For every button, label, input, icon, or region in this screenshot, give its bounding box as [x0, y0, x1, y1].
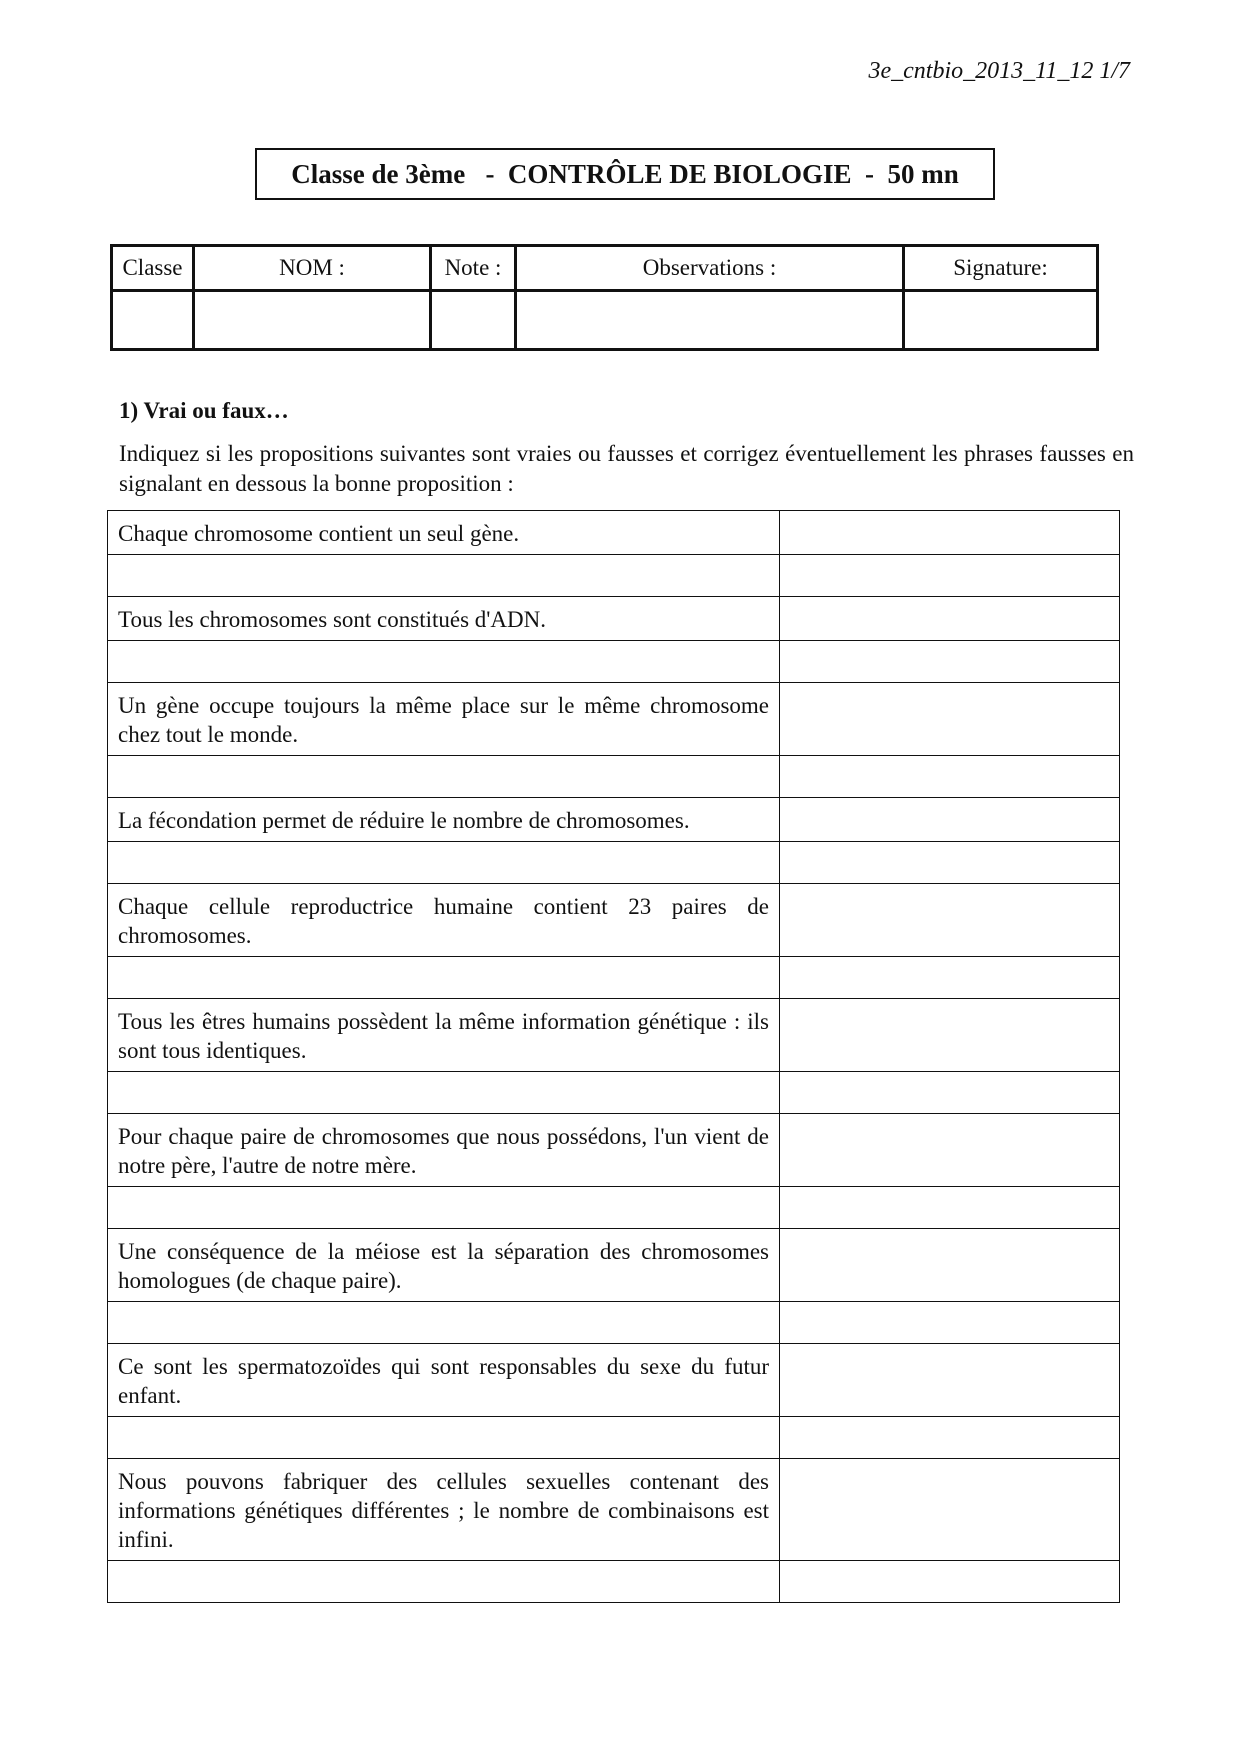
correction-row	[108, 1072, 1120, 1114]
header-signature: Signature:	[904, 246, 1098, 291]
correction-row	[108, 1302, 1120, 1344]
correction-answer-cell[interactable]	[780, 641, 1120, 683]
statement-text: La fécondation permet de réduire le nombre de chromosomes.	[108, 798, 780, 842]
correction-row	[108, 842, 1120, 884]
statement-text: Chaque chromosome contient un seul gène.	[108, 511, 780, 555]
correction-cell[interactable]	[108, 756, 780, 798]
correction-answer-cell[interactable]	[780, 1561, 1120, 1603]
correction-row	[108, 555, 1120, 597]
header-classe: Classe	[112, 246, 194, 291]
correction-answer-cell[interactable]	[780, 756, 1120, 798]
correction-cell[interactable]	[108, 1187, 780, 1229]
correction-row	[108, 1561, 1120, 1603]
correction-cell[interactable]	[108, 1302, 780, 1344]
statement-text: Une conséquence de la méiose est la séparation des chromosomes homologues (de chaque paire).	[108, 1229, 780, 1302]
correction-cell[interactable]	[108, 1561, 780, 1603]
page-reference: 3e_cntbio_2013_11_12 1/7	[868, 58, 1130, 84]
section-instructions: Indiquez si les propositions suivantes sont vraies ou fausses et corrigez éventuellement les phrases fausses en signalant en dessous la bonne proposition :	[119, 441, 1134, 496]
true-false-answer-cell[interactable]	[780, 1459, 1120, 1561]
true-false-answer-cell[interactable]	[780, 1344, 1120, 1417]
classe-field[interactable]	[112, 291, 194, 350]
page-title: Classe de 3ème - CONTRÔLE DE BIOLOGIE - 50 mn	[255, 148, 995, 200]
true-false-answer-cell[interactable]	[780, 683, 1120, 756]
statement-row	[108, 1229, 1120, 1302]
correction-answer-cell[interactable]	[780, 1302, 1120, 1344]
statement-text: Tous les êtres humains possèdent la même information génétique : ils sont tous identiques.	[108, 999, 780, 1072]
header-observations: Observations :	[516, 246, 904, 291]
signature-field[interactable]	[904, 291, 1098, 350]
correction-row	[108, 1417, 1120, 1459]
statement-row	[108, 597, 1120, 641]
observations-field[interactable]	[516, 291, 904, 350]
true-false-answer-cell[interactable]	[780, 1114, 1120, 1187]
correction-row	[108, 957, 1120, 999]
header-note: Note :	[431, 246, 516, 291]
statement-row	[108, 798, 1120, 842]
statement-row	[108, 999, 1120, 1072]
statement-row	[108, 1459, 1120, 1561]
student-info-table	[110, 244, 1099, 351]
true-false-answer-cell[interactable]	[780, 511, 1120, 555]
correction-answer-cell[interactable]	[780, 1417, 1120, 1459]
section-title: 1) Vrai ou faux…	[119, 398, 289, 423]
note-field[interactable]	[431, 291, 516, 350]
statement-row	[108, 1344, 1120, 1417]
correction-cell[interactable]	[108, 842, 780, 884]
true-false-answer-cell[interactable]	[780, 999, 1120, 1072]
correction-cell[interactable]	[108, 555, 780, 597]
correction-cell[interactable]	[108, 1072, 780, 1114]
statement-text: Pour chaque paire de chromosomes que nous possédons, l'un vient de notre père, l'autre de notre mère.	[108, 1114, 780, 1187]
correction-answer-cell[interactable]	[780, 842, 1120, 884]
statement-text: Tous les chromosomes sont constitués d'ADN.	[108, 597, 780, 641]
nom-field[interactable]	[194, 291, 431, 350]
statement-row	[108, 1114, 1120, 1187]
true-false-answer-cell[interactable]	[780, 1229, 1120, 1302]
true-false-table	[107, 510, 1120, 1603]
correction-row	[108, 756, 1120, 798]
statement-text: Un gène occupe toujours la même place sur le même chromosome chez tout le monde.	[108, 683, 780, 756]
correction-answer-cell[interactable]	[780, 1072, 1120, 1114]
statement-row	[108, 511, 1120, 555]
true-false-answer-cell[interactable]	[780, 798, 1120, 842]
statement-text: Ce sont les spermatozoïdes qui sont responsables du sexe du futur enfant.	[108, 1344, 780, 1417]
statement-text: Nous pouvons fabriquer des cellules sexuelles contenant des informations génétiques différentes ; le nombre de combinaisons est infini.	[108, 1459, 780, 1561]
statement-text: Chaque cellule reproductrice humaine contient 23 paires de chromosomes.	[108, 884, 780, 957]
correction-answer-cell[interactable]	[780, 1187, 1120, 1229]
true-false-answer-cell[interactable]	[780, 884, 1120, 957]
statement-row	[108, 884, 1120, 957]
correction-cell[interactable]	[108, 957, 780, 999]
header-nom: NOM :	[194, 246, 431, 291]
statement-row	[108, 683, 1120, 756]
correction-answer-cell[interactable]	[780, 957, 1120, 999]
correction-row	[108, 641, 1120, 683]
true-false-answer-cell[interactable]	[780, 597, 1120, 641]
correction-answer-cell[interactable]	[780, 555, 1120, 597]
correction-row	[108, 1187, 1120, 1229]
correction-cell[interactable]	[108, 1417, 780, 1459]
correction-cell[interactable]	[108, 641, 780, 683]
